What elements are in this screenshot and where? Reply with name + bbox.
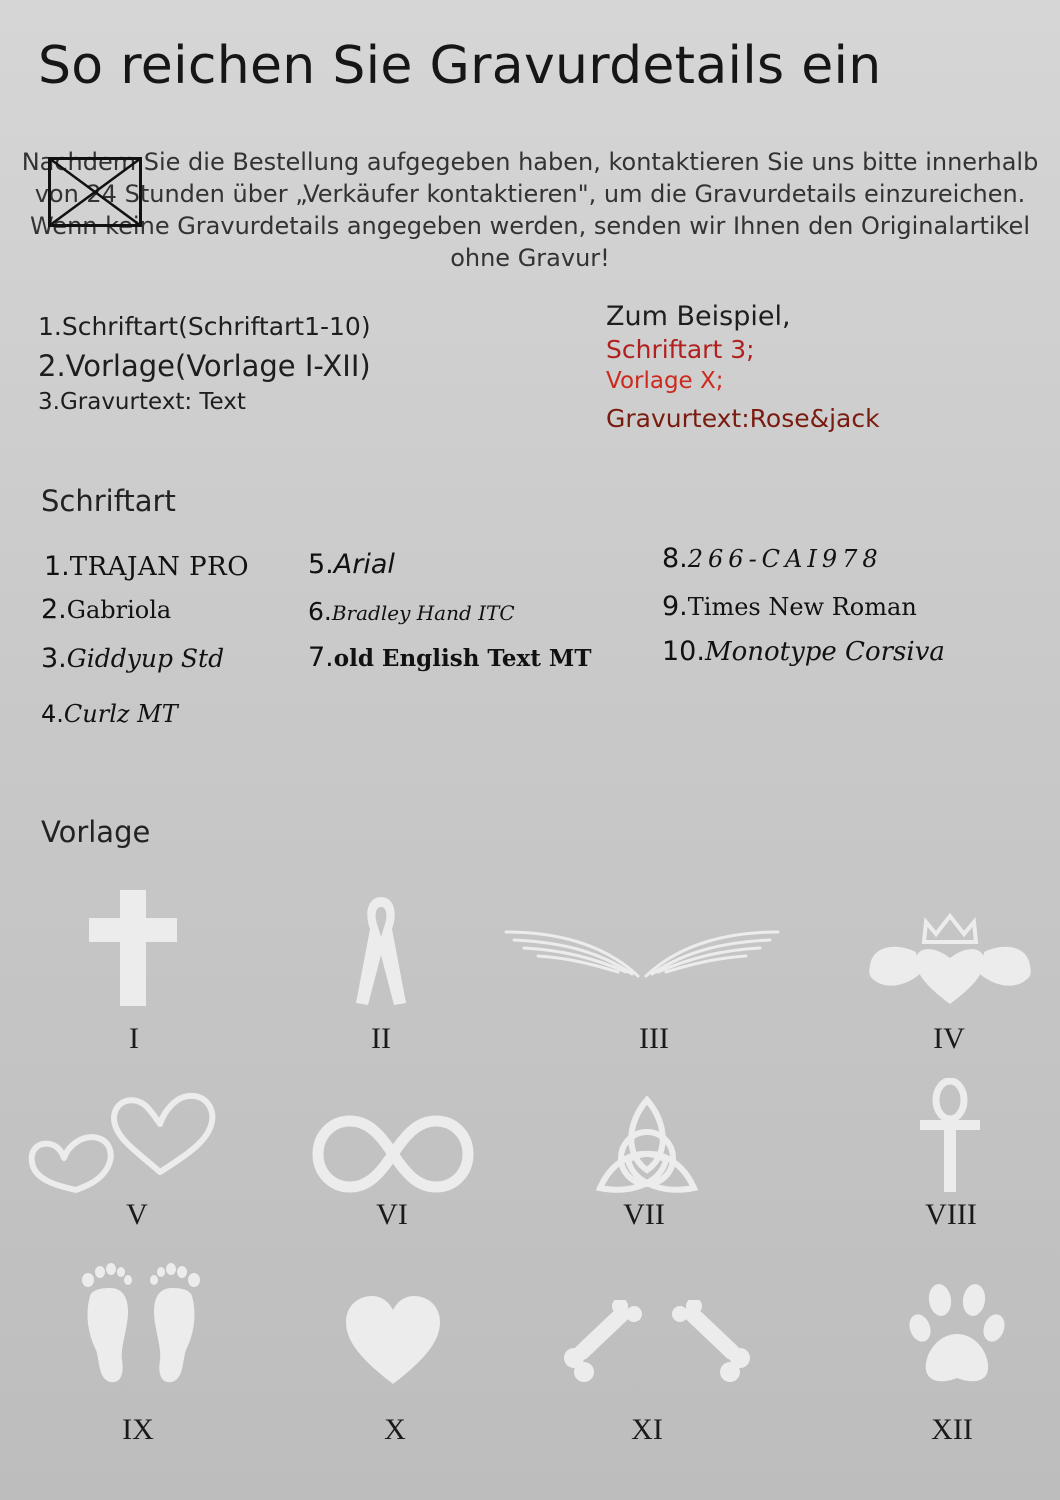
info-text-line: 3.Gravurtext: Text <box>38 389 246 415</box>
font-option-1 <box>44 551 249 582</box>
font-option-2 <box>41 594 171 625</box>
template-label: III <box>639 1022 669 1055</box>
font-option-4 <box>41 698 178 729</box>
page-title: So reichen Sie Gravurdetails ein <box>38 36 882 96</box>
example-heading: Zum Beispiel, <box>606 301 791 332</box>
font-section-heading: Schriftart <box>41 484 176 518</box>
font-name: TRAJAN PRO <box>69 552 250 582</box>
template-label: V <box>126 1198 148 1231</box>
paw-print-icon <box>908 1282 1006 1386</box>
font-name: Monotype Corsiva <box>704 637 945 667</box>
font-number: 3. <box>41 643 67 674</box>
font-name: Giddyup Std <box>66 644 225 673</box>
font-name: Times New Roman <box>687 593 917 621</box>
font-number: 2. <box>41 594 67 625</box>
font-number: 8. <box>662 543 688 574</box>
info-font-line: 1.Schriftart(Schriftart1-10) <box>38 312 371 341</box>
heart-icon <box>344 1294 442 1386</box>
template-label: VI <box>376 1198 408 1231</box>
font-option-6 <box>308 596 515 627</box>
font-number: 4. <box>41 700 64 728</box>
template-label: XII <box>931 1413 973 1446</box>
example-font: Schriftart 3; <box>606 335 755 364</box>
example-template: Vorlage X; <box>606 368 724 394</box>
font-number: 5. <box>308 549 334 580</box>
font-name: Bradley Hand ITC <box>331 601 515 625</box>
template-label: IV <box>933 1022 965 1055</box>
template-section-heading: Vorlage <box>41 815 151 849</box>
awareness-ribbon-icon <box>350 893 412 1008</box>
template-label: VII <box>623 1198 665 1231</box>
template-label: I <box>129 1022 139 1055</box>
template-label: II <box>371 1022 391 1055</box>
double-heart-icon <box>28 1088 218 1194</box>
template-label: X <box>384 1413 406 1446</box>
font-name: 266-CAI978 <box>687 545 883 573</box>
font-number: 9. <box>662 591 688 622</box>
font-number: 10. <box>662 636 705 667</box>
font-name: old English Text MT <box>333 645 592 672</box>
broken-image-icon <box>48 157 142 227</box>
font-option-10 <box>662 636 945 667</box>
infinity-icon <box>312 1113 474 1195</box>
template-label: IX <box>122 1413 154 1446</box>
angel-wings-icon <box>502 922 782 978</box>
font-name: Curlz MT <box>63 700 178 728</box>
cross-icon <box>86 888 180 1008</box>
font-number: 1. <box>44 551 70 582</box>
font-name: Gabriola <box>66 596 172 624</box>
font-number: 6. <box>308 597 332 626</box>
info-template-line: 2.Vorlage(Vorlage I-XII) <box>38 349 371 383</box>
font-option-7 <box>308 642 591 673</box>
intro-text: Nachdem Sie die Bestellung aufgegeben haben, kontaktieren Sie uns bitte innerhalb von 24 Stunden über „Verkäufer kontaktieren", um die Gravurdetails einzureichen. Wenn keine Gravurdetails angegeben werden, senden wir Ihnen den Originalartikel ohne Gravur! <box>21 148 1039 272</box>
font-number: 7. <box>308 642 334 673</box>
font-name: Arial <box>333 549 395 580</box>
font-option-8 <box>662 543 883 574</box>
font-option-3 <box>41 643 224 674</box>
trinity-knot-icon <box>596 1096 698 1196</box>
claddagh-icon <box>866 912 1034 1008</box>
ankh-icon <box>918 1078 982 1194</box>
font-option-5 <box>308 549 395 580</box>
bones-icon <box>562 1300 752 1384</box>
example-engraving-text: Gravurtext:Rose&jack <box>606 404 880 433</box>
footprints-icon <box>76 1258 206 1388</box>
font-option-9 <box>662 591 917 622</box>
template-label: VIII <box>925 1198 977 1231</box>
template-label: XI <box>631 1413 663 1446</box>
